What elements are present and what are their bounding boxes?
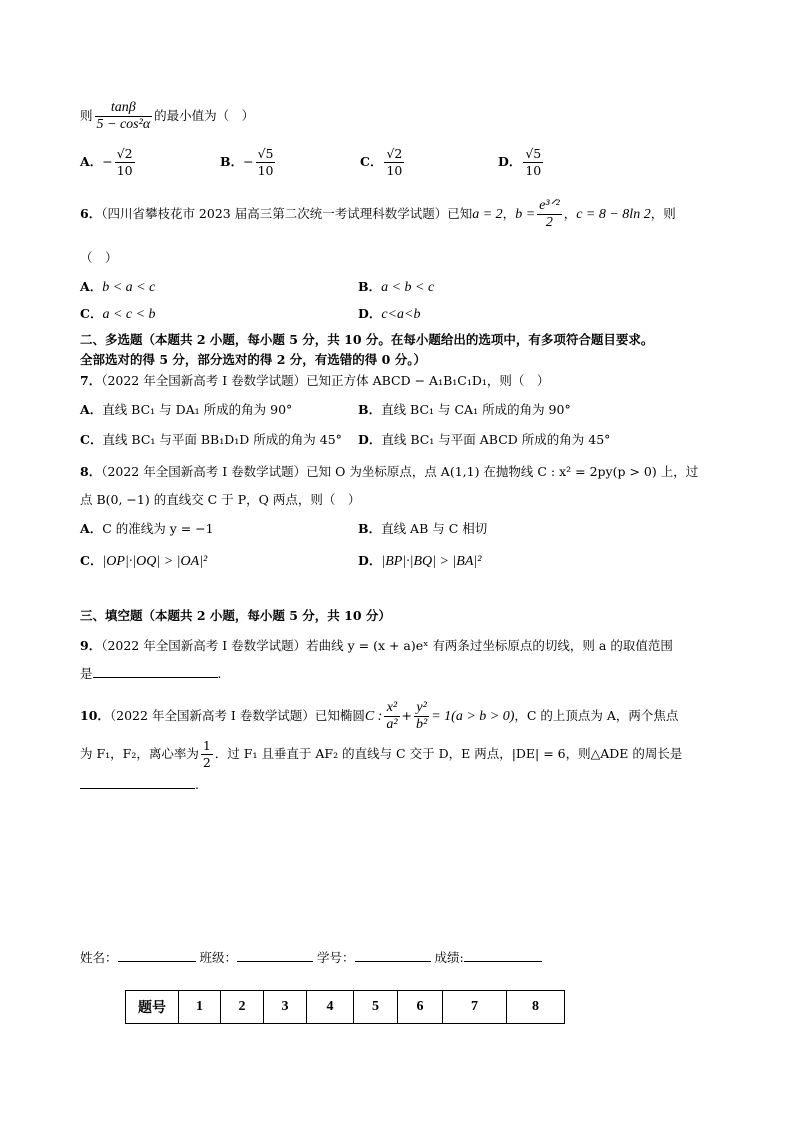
q9-stem-line2: 是 . bbox=[80, 666, 222, 681]
q7-option-b[interactable]: B．直线 BC₁ 与 CA₁ 所成的角为 90° bbox=[358, 402, 571, 417]
q5-fraction: $\frac{\tan\beta}{\text{5 − cos²α}}$ bbox=[96, 100, 151, 132]
student-id-field[interactable] bbox=[355, 949, 431, 962]
answer-col-7[interactable]: 7 bbox=[443, 991, 507, 1024]
q7-option-a[interactable]: A．直线 BC₁ 与 DA₁ 所成的角为 90° bbox=[80, 402, 293, 417]
q8-stem-line1: 8．（2022 年全国新高考 I 卷数学试题）已知 O 为坐标原点，点 A(1,1) 在抛物线 C : x² = 2py(p > 0) 上，过 bbox=[80, 464, 699, 479]
section2-header-line1: 二、多选题（本题共 2 小题，每小题 5 分，共 10 分。在每小题给出的选项中，有多项符合题目要求。 bbox=[80, 332, 654, 347]
score-field[interactable] bbox=[464, 949, 542, 962]
q10-answer-blank[interactable] bbox=[80, 776, 195, 789]
answer-table-header: 题号 bbox=[126, 991, 179, 1024]
q8-option-c[interactable]: C．|OP|·|OQ| > |OA|² bbox=[80, 553, 208, 569]
student-info-row: 姓名： 班级： 学号： 成绩: bbox=[80, 948, 542, 966]
answer-col-3[interactable]: 3 bbox=[264, 991, 307, 1024]
q8-option-a[interactable]: A．C 的准线为 y = −1 bbox=[80, 521, 214, 536]
q5-option-c[interactable]: C． $\frac{√2}{10}$ bbox=[360, 146, 403, 178]
q6-paren: （ ） bbox=[80, 250, 118, 265]
answer-col-5[interactable]: 5 bbox=[354, 991, 398, 1024]
section3-header: 三、填空题（本题共 2 小题，每小题 5 分，共 10 分） bbox=[80, 608, 391, 623]
q6-option-b[interactable]: B．a < b < c bbox=[358, 279, 435, 295]
answer-col-8[interactable]: 8 bbox=[507, 991, 565, 1024]
q7-stem: 7．（2022 年全国新高考 I 卷数学试题）已知正方体 ABCD − A₁B₁C₁D₁，则（ ） bbox=[80, 373, 550, 388]
answer-col-2[interactable]: 2 bbox=[221, 991, 264, 1024]
q8-stem-line2: 点 B(0, −1) 的直线交 C 于 P，Q 两点，则（ ） bbox=[80, 492, 361, 507]
answer-col-1[interactable]: 1 bbox=[179, 991, 221, 1024]
q10-stem-line3: . bbox=[80, 776, 199, 792]
q6-option-a[interactable]: A．b < a < c bbox=[80, 279, 156, 295]
answer-table-row bbox=[126, 991, 565, 1024]
section2-header-line2: 全部选对的得 5 分，部分选对的得 2 分，有选错的得 0 分。） bbox=[80, 352, 426, 367]
q7-option-c[interactable]: C．直线 BC₁ 与平面 BB₁D₁D 所成的角为 45° bbox=[80, 432, 342, 447]
answer-col-6[interactable]: 6 bbox=[398, 991, 443, 1024]
q6-option-c[interactable]: C．a < c < b bbox=[80, 306, 156, 322]
q5-option-b[interactable]: B．− $\frac{√5}{10}$ bbox=[220, 146, 274, 178]
q5-stem: 则 $\frac{\tan\beta}{\text{5 − cos²α}}$ 的最小值为（ ） bbox=[80, 100, 255, 132]
q6-stem: 6．（四川省攀枝花市 2023 届高三第二次统一考试理科数学试题）已知a = 2，b = $\frac{\text{e³ᐟ²}}{2}$ ，c = 8 − 8ln 2，则 bbox=[80, 198, 676, 230]
q6-option-d[interactable]: D．c<a<b bbox=[358, 306, 421, 322]
q9-answer-blank[interactable] bbox=[93, 665, 218, 678]
q8-option-b[interactable]: B．直线 AB 与 C 相切 bbox=[358, 521, 488, 536]
q5-option-a[interactable]: A．− $\frac{√2}{10}$ bbox=[80, 146, 133, 178]
q8-option-d[interactable]: D．|BP|·|BQ| > |BA|² bbox=[358, 553, 482, 569]
answer-table bbox=[125, 990, 565, 1024]
q10-stem-line1: 10．（2022 年全国新高考 I 卷数学试题）已知椭圆C : $\frac{\text{x²}}{\text{a²}}$ + $\frac{\text{y²}}{\text{b²}}$ = 1(a > b > 0)，C 的上顶点为 A，两个焦点 bbox=[80, 700, 679, 732]
q10-stem-line2: 为 F₁，F₂，离心率为 $\frac{1}{2}$ ．过 F₁ 且垂直于 AF₂ 的直线与 C 交于 D，E 两点，|DE| = 6，则△ADE 的周长是 bbox=[80, 738, 683, 770]
q5-option-d[interactable]: D． $\frac{√5}{10}$ bbox=[498, 146, 542, 178]
answer-col-4[interactable]: 4 bbox=[307, 991, 354, 1024]
q7-option-d[interactable]: D．直线 BC₁ 与平面 ABCD 所成的角为 45° bbox=[358, 432, 611, 447]
q9-stem-line1: 9．（2022 年全国新高考 I 卷数学试题）若曲线 y = (x + a)eˣ 有两条过坐标原点的切线，则 a 的取值范围 bbox=[80, 638, 673, 653]
name-field[interactable] bbox=[118, 949, 196, 962]
class-field[interactable] bbox=[237, 949, 313, 962]
